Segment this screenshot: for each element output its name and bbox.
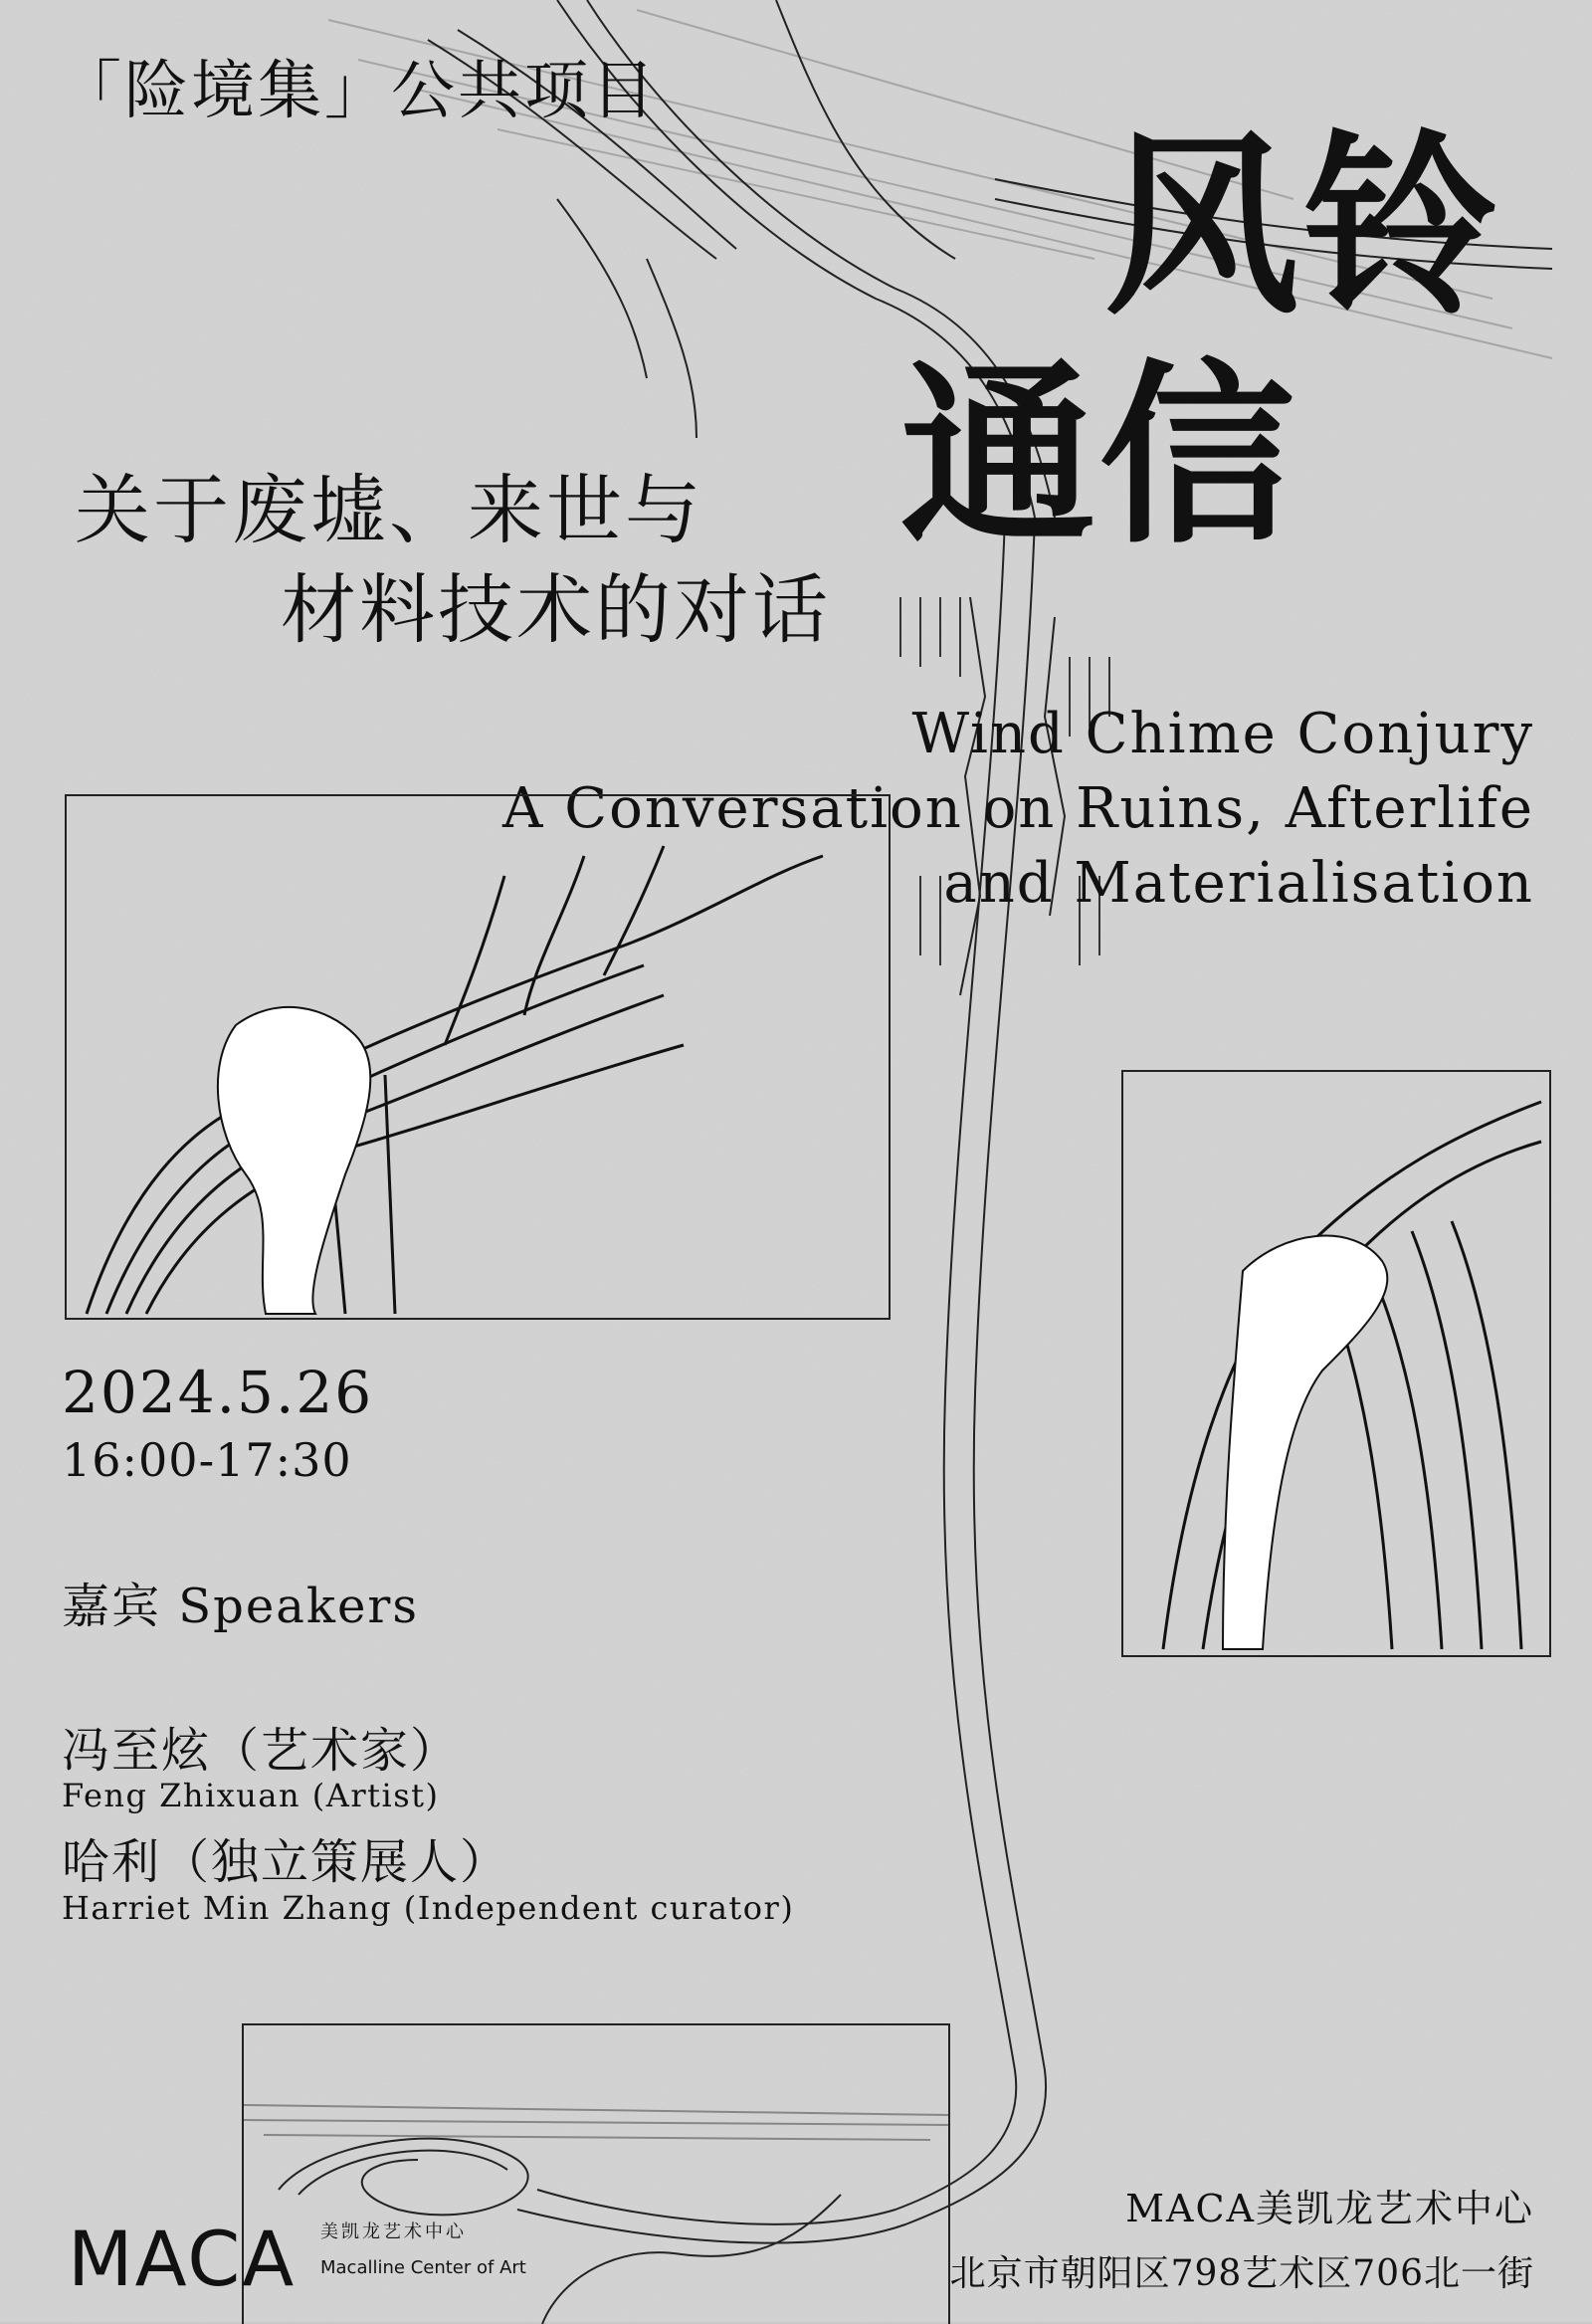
title-cn-line2: 通信: [900, 341, 1299, 570]
maca-logo: MACA: [68, 2215, 297, 2303]
event-date: 2024.5.26: [62, 1359, 374, 1426]
speaker-1-name-en: Feng Zhixuan (Artist): [62, 1777, 440, 1814]
title-cn-line1: 风铃: [1104, 112, 1503, 341]
logo-cn-text: 美凯龙艺术中心: [320, 2221, 467, 2242]
logo-en-text: Macalline Center of Art: [320, 2257, 526, 2278]
title-en-line2: A Conversation on Ruins, Afterlife: [502, 775, 1534, 841]
venue-name: MACA美凯龙艺术中心: [1125, 2187, 1534, 2230]
speaker-1-name-cn: 冯至炫（艺术家）: [62, 1723, 461, 1779]
venue-address: 北京市朝阳区798艺术区706北一街: [949, 2253, 1534, 2294]
speaker-2-name-cn: 哈利（独立策展人）: [62, 1834, 510, 1890]
title-en-line1: Wind Chime Conjury: [911, 702, 1534, 766]
speaker-2-name-en: Harriet Min Zhang (Independent curator): [62, 1889, 795, 1927]
event-time: 16:00-17:30: [62, 1433, 352, 1487]
subtitle-cn-line2: 材料技术的对话: [281, 565, 831, 654]
subtitle-cn-line1: 关于废墟、来世与: [75, 466, 703, 554]
speakers-heading: 嘉宾 Speakers: [62, 1579, 419, 1634]
artwork-frame-left: [65, 794, 891, 1320]
artwork-frame-right: [1121, 1070, 1551, 1657]
series-title: 「险境集」公共项目: [58, 55, 658, 128]
title-en-line3: and Materialisation: [943, 850, 1534, 916]
artwork-frame-bottom: [242, 2023, 950, 2324]
